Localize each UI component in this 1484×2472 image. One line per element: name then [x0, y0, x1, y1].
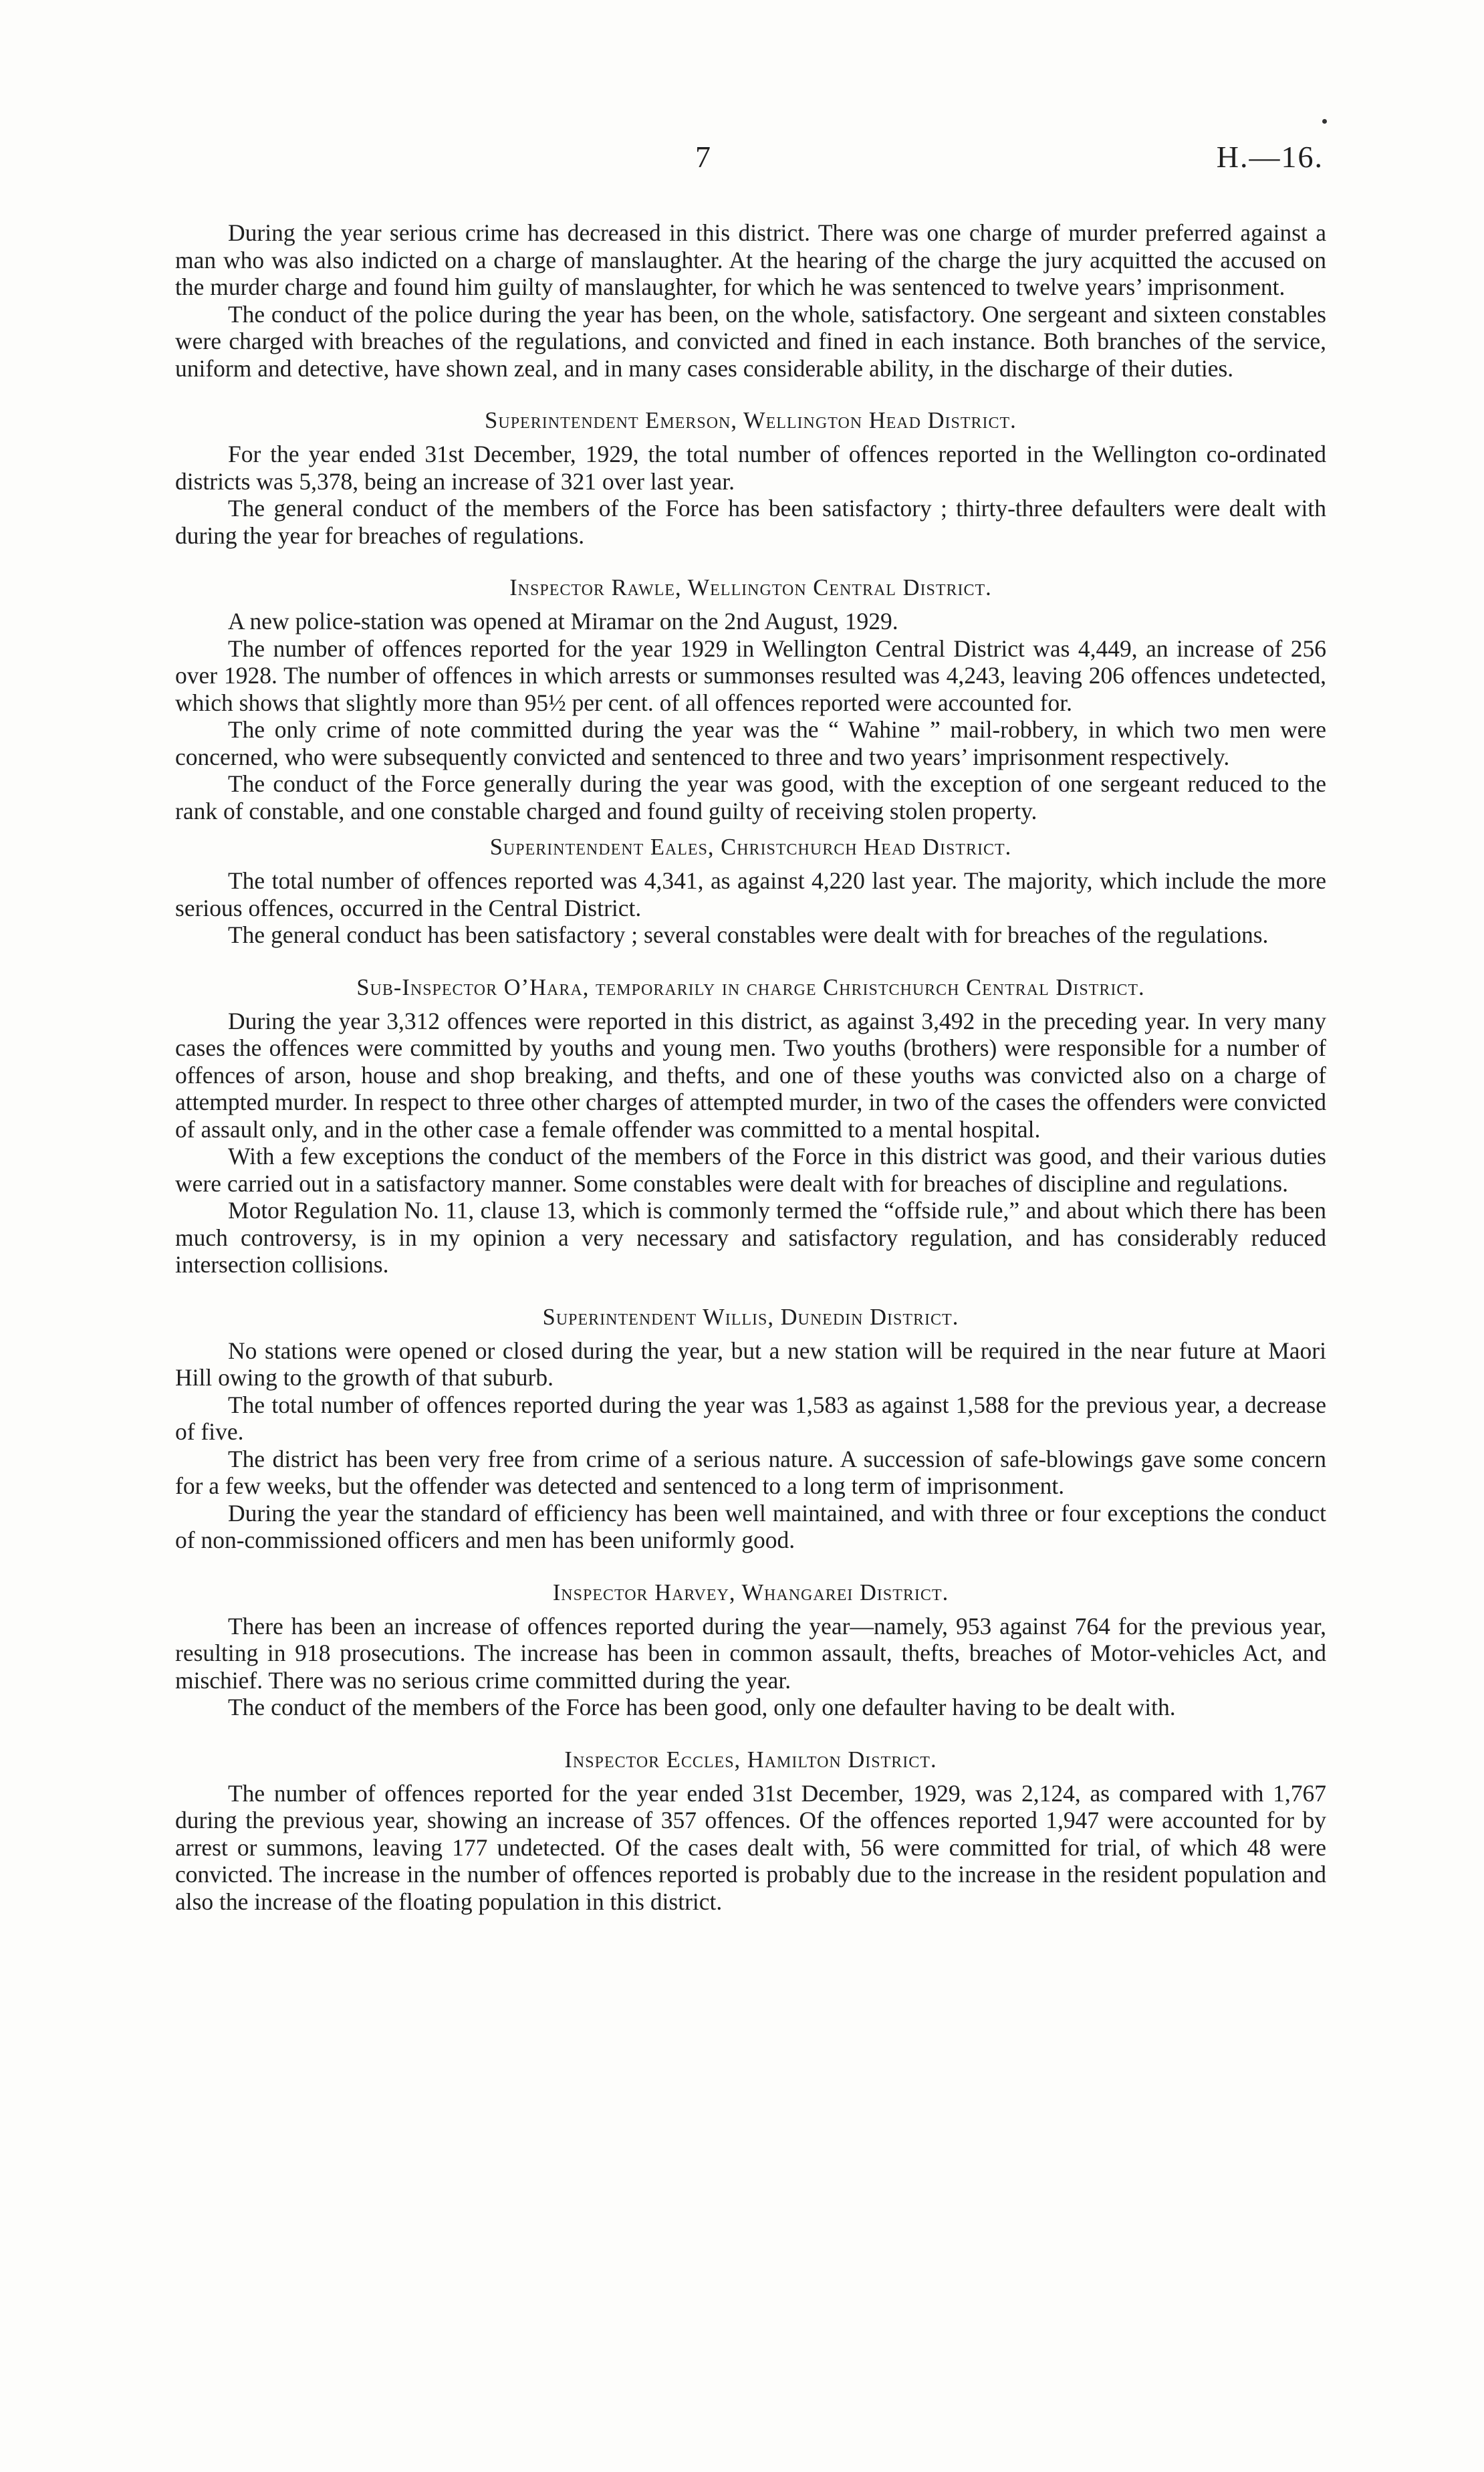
- section-heading: Inspector Harvey, Whangarei District.: [552, 1579, 949, 1605]
- paragraph: The district has been very free from crime of a serious nature. A succession of safe-blowings gave some concern for a few weeks, but the offender was detected and sentenced to a long term of imprisonment.: [175, 1445, 1326, 1499]
- intro-section: [175, 219, 1326, 382]
- paragraph: The general conduct has been satisfactory ; several constables were dealt with for breaches of the regulations.: [228, 921, 1269, 948]
- paragraph: The conduct of the police during the year has been, on the whole, satisfactory. One sergeant and sixteen constables were charged with breaches of the regulations, and convicted and fined in each instance. Both branches of the service, uniform and detective, have shown zeal, and in many cases considerable ability, in the discharge of their duties.: [175, 300, 1326, 382]
- page-number: 7: [695, 140, 711, 174]
- section-heading: Superintendent Emerson, Wellington Head District.: [485, 408, 1017, 433]
- paragraph: No stations were opened or closed during the year, but a new station will be required in the near future at Maori Hill owing to the growth of that suburb.: [175, 1337, 1326, 1391]
- section-ohara: [175, 974, 1326, 1278]
- section-eales: [175, 834, 1326, 949]
- paragraph: The total number of offences reported was 4,341, as against 4,220 last year. The majority, which include the more serious offences, occurred in the Central District.: [175, 867, 1326, 921]
- paragraph: The number of offences reported for the year 1929 in Wellington Central District was 4,449, an increase of 256 over 1928. The number of offences in which arrests or summonses resulted was 4,243, leaving 206 offences undetected, which shows that slightly more than 95½ per cent. of all offences reported were accounted for.: [175, 635, 1326, 716]
- section-heading: Superintendent Willis, Dunedin District.: [542, 1304, 959, 1330]
- paragraph: The conduct of the members of the Force has been good, only one defaulter having to be dealt with.: [228, 1694, 1176, 1720]
- section-heading: Superintendent Eales, Christchurch Head District.: [489, 834, 1012, 860]
- paragraph: A new police-station was opened at Miramar on the 2nd August, 1929.: [228, 608, 898, 635]
- paragraph: The only crime of note committed during the year was the “ Wahine ” mail-robbery, in which two men were concerned, who were subsequently convicted and sentenced to three and two years’ imprisonment respectively.: [175, 716, 1326, 770]
- page-header: [0, 139, 1484, 186]
- document-reference: H.—16.: [1216, 140, 1324, 174]
- section-heading: Inspector Eccles, Hamilton District.: [564, 1747, 937, 1773]
- paragraph: The general conduct of the members of the Force has been satisfactory ; thirty-three defaulters were dealt with during the year for breaches of regulations.: [175, 495, 1326, 549]
- section-harvey: [175, 1579, 1326, 1721]
- section-heading: Sub-Inspector O’Hara, temporarily in charge Christchurch Central District.: [356, 974, 1145, 1000]
- paragraph: Motor Regulation No. 11, clause 13, which is commonly termed the “offside rule,” and about which there has been much controversy, is in my opinion a very necessary and satisfactory regulation, and has considerably reduced intersection collisions.: [175, 1197, 1326, 1278]
- paragraph: There has been an increase of offences reported during the year—namely, 953 against 764 for the previous year, resulting in 918 prosecutions. The increase has been in common assault, thefts, breaches of Motor-vehicles Act, and mischief. There was no serious crime committed during the year.: [175, 1612, 1326, 1694]
- section-heading: Inspector Rawle, Wellington Central District.: [509, 575, 992, 600]
- paragraph: The conduct of the Force generally during the year was good, with the exception of one sergeant reduced to the rank of constable, and one constable charged and found guilty of receiving stolen property.: [175, 770, 1326, 824]
- paragraph: During the year the standard of efficiency has been well maintained, and with three or four exceptions the conduct of non-commissioned officers and men has been uniformly good.: [175, 1499, 1326, 1553]
- section-emerson: [175, 407, 1326, 549]
- section-rawle: [175, 574, 1326, 824]
- section-willis: [175, 1304, 1326, 1554]
- report-body: [175, 219, 1326, 1915]
- paragraph: During the year 3,312 offences were reported in this district, as against 3,492 in the preceding year. In very many cases the offences were committed by youths and young men. Two youths (brothers) were responsible for a number of offences of arson, house and shop breaking, and thefts, and one of these youths was convicted also on a charge of attempted murder. In respect to three other charges of attempted murder, in two of the cases the offenders were convicted of assault only, and in the other case a female offender was committed to a mental hospital.: [175, 1007, 1326, 1143]
- paragraph: For the year ended 31st December, 1929, the total number of offences reported in the Wellington co-ordinated districts was 5,378, being an increase of 321 over last year.: [175, 441, 1326, 495]
- section-eccles: [175, 1747, 1326, 1916]
- margin-mark: [1322, 119, 1327, 124]
- paragraph: During the year serious crime has decreased in this district. There was one charge of murder preferred against a man who was also indicted on a charge of manslaughter. At the hearing of the charge the jury acquitted the accused on the murder charge and found him guilty of manslaughter, for which he was sentenced to twelve years’ imprisonment.: [175, 219, 1326, 300]
- paragraph: With a few exceptions the conduct of the members of the Force in this district was good, and their various duties were carried out in a satisfactory manner. Some constables were dealt with for breaches of discipline and regulations.: [175, 1143, 1326, 1197]
- paragraph: The number of offences reported for the year ended 31st December, 1929, was 2,124, as compared with 1,767 during the previous year, showing an increase of 357 offences. Of the offences reported 1,947 were accounted for by arrest or summons, leaving 177 undetected. Of the cases dealt with, 56 were committed for trial, of which 48 were convicted. The increase in the number of offences reported is probably due to the increase in the resident population and also the increase of the floating population in this district.: [175, 1779, 1326, 1915]
- paragraph: The total number of offences reported during the year was 1,583 as against 1,588 for the previous year, a decrease of five.: [175, 1391, 1326, 1445]
